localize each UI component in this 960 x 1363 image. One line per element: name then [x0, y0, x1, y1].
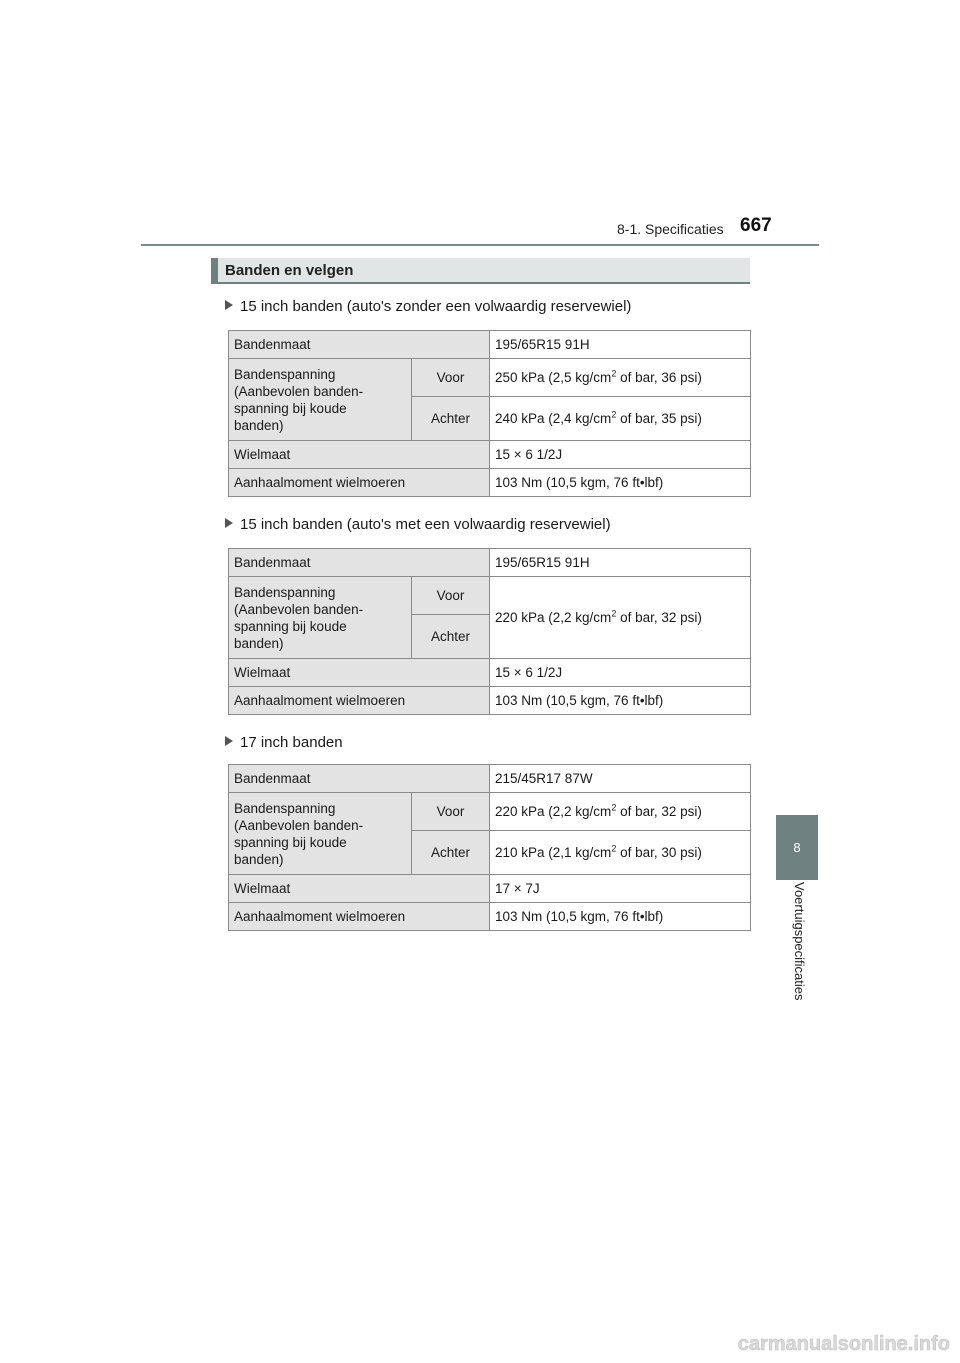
- wheel-size-label: Wielmaat: [229, 659, 490, 687]
- superscript: 2: [611, 409, 617, 420]
- watermark-graphic: [0, 1328, 960, 1358]
- header-section-title: 8-1. Specificaties: [617, 221, 724, 237]
- superscript: 2: [611, 843, 617, 854]
- header-divider: [141, 244, 819, 246]
- table-row: [229, 331, 751, 359]
- chapter-number: 8: [793, 840, 801, 855]
- spec-table: [228, 548, 751, 715]
- rear-label: Achter: [412, 397, 490, 441]
- table-row: [229, 875, 751, 903]
- watermark-text: carmanualsonline.info: [737, 1333, 950, 1355]
- torque-value: 103 Nm (10,5 kgm, 76 ft•lbf): [490, 469, 751, 497]
- tire-size-value: 195/65R15 91H: [490, 549, 751, 577]
- front-label: Voor: [412, 359, 490, 397]
- pressure-label: [229, 577, 412, 659]
- tire-size-label: Bandenmaat: [229, 331, 490, 359]
- wheel-size-value: 17 × 7J: [490, 875, 751, 903]
- table-row: [229, 549, 751, 577]
- tire-size-label: Bandenmaat: [229, 765, 490, 793]
- value-text: of bar, 36 psi): [616, 370, 702, 385]
- pressure-label-line: Bandenspanning: [234, 366, 336, 382]
- front-label: Voor: [412, 793, 490, 831]
- table-row: [229, 469, 751, 497]
- front-pressure-value: [490, 359, 751, 397]
- bullet-item: [225, 298, 631, 315]
- pressure-label-line: spanning bij koude: [234, 400, 347, 416]
- value-text: 240 kPa (2,4 kg/cm: [495, 411, 612, 426]
- wheel-size-label: Wielmaat: [229, 441, 490, 469]
- page-number: 667: [740, 215, 772, 236]
- value-text: 210 kPa (2,1 kg/cm: [495, 845, 612, 860]
- torque-label: Aanhaalmoment wielmoeren: [229, 687, 490, 715]
- front-pressure-value: [490, 793, 751, 831]
- torque-value: 103 Nm (10,5 kgm, 76 ft•lbf): [490, 687, 751, 715]
- pressure-label-line: Bandenspanning: [234, 800, 336, 816]
- pressure-label: [229, 793, 412, 875]
- table-row: [229, 359, 751, 397]
- pressure-label-line: spanning bij koude: [234, 618, 347, 634]
- pressure-label-line: spanning bij koude: [234, 834, 347, 850]
- wheel-size-label: Wielmaat: [229, 875, 490, 903]
- section-heading: [211, 258, 750, 284]
- value-text: 220 kPa (2,2 kg/cm: [495, 804, 612, 819]
- torque-value: 103 Nm (10,5 kgm, 76 ft•lbf): [490, 903, 751, 931]
- torque-label: Aanhaalmoment wielmoeren: [229, 903, 490, 931]
- chapter-label: Voertuigspecificaties: [792, 882, 807, 1001]
- torque-label: Aanhaalmoment wielmoeren: [229, 469, 490, 497]
- spec-table: [228, 330, 751, 497]
- table-row: [229, 903, 751, 931]
- section-heading-bar: [211, 258, 218, 282]
- pressure-label-line: (Aanbevolen banden-: [234, 601, 364, 617]
- wheel-size-value: 15 × 6 1/2J: [490, 659, 751, 687]
- rear-label: Achter: [412, 831, 490, 875]
- table-row: [229, 577, 751, 615]
- footer-watermark: [0, 1328, 960, 1358]
- section-heading-text: Banden en velgen: [225, 262, 354, 279]
- pressure-label: [229, 359, 412, 441]
- value-text: of bar, 35 psi): [616, 411, 702, 426]
- pressure-label-line: Bandenspanning: [234, 584, 336, 600]
- bullet-text: 17 inch banden: [240, 734, 343, 751]
- rear-pressure-value: [490, 397, 751, 441]
- value-text: 250 kPa (2,5 kg/cm: [495, 370, 612, 385]
- superscript: 2: [611, 802, 617, 813]
- bullet-item: [225, 734, 343, 751]
- rear-label: Achter: [412, 615, 490, 659]
- pressure-label-line: banden): [234, 851, 284, 867]
- value-text: of bar, 32 psi): [616, 804, 702, 819]
- tire-size-value: 195/65R15 91H: [490, 331, 751, 359]
- front-label: Voor: [412, 577, 490, 615]
- superscript: 2: [611, 608, 617, 619]
- tire-size-label: Bandenmaat: [229, 549, 490, 577]
- rear-pressure-value: [490, 831, 751, 875]
- value-text: 220 kPa (2,2 kg/cm: [495, 610, 612, 625]
- bullet-text: 15 inch banden (auto's met een volwaardig reservewiel): [240, 516, 611, 533]
- value-text: of bar, 32 psi): [616, 610, 702, 625]
- triangle-bullet-icon: [225, 518, 233, 528]
- chapter-tab[interactable]: [776, 815, 818, 880]
- pressure-label-line: (Aanbevolen banden-: [234, 817, 364, 833]
- bullet-text: 15 inch banden (auto's zonder een volwaardig reservewiel): [240, 298, 632, 315]
- superscript: 2: [611, 368, 617, 379]
- triangle-bullet-icon: [225, 300, 233, 310]
- shared-pressure-value: [490, 577, 751, 659]
- wheel-size-value: 15 × 6 1/2J: [490, 441, 751, 469]
- table-row: [229, 765, 751, 793]
- table-row: [229, 687, 751, 715]
- bullet-item: [225, 516, 611, 533]
- table-row: [229, 793, 751, 831]
- table-row: [229, 441, 751, 469]
- tire-size-value: 215/45R17 87W: [490, 765, 751, 793]
- spec-table: [228, 764, 751, 931]
- value-text: of bar, 30 psi): [616, 845, 702, 860]
- table-row: [229, 659, 751, 687]
- pressure-label-line: (Aanbevolen banden-: [234, 383, 364, 399]
- triangle-bullet-icon: [225, 736, 233, 746]
- pressure-label-line: banden): [234, 635, 284, 651]
- pressure-label-line: banden): [234, 417, 284, 433]
